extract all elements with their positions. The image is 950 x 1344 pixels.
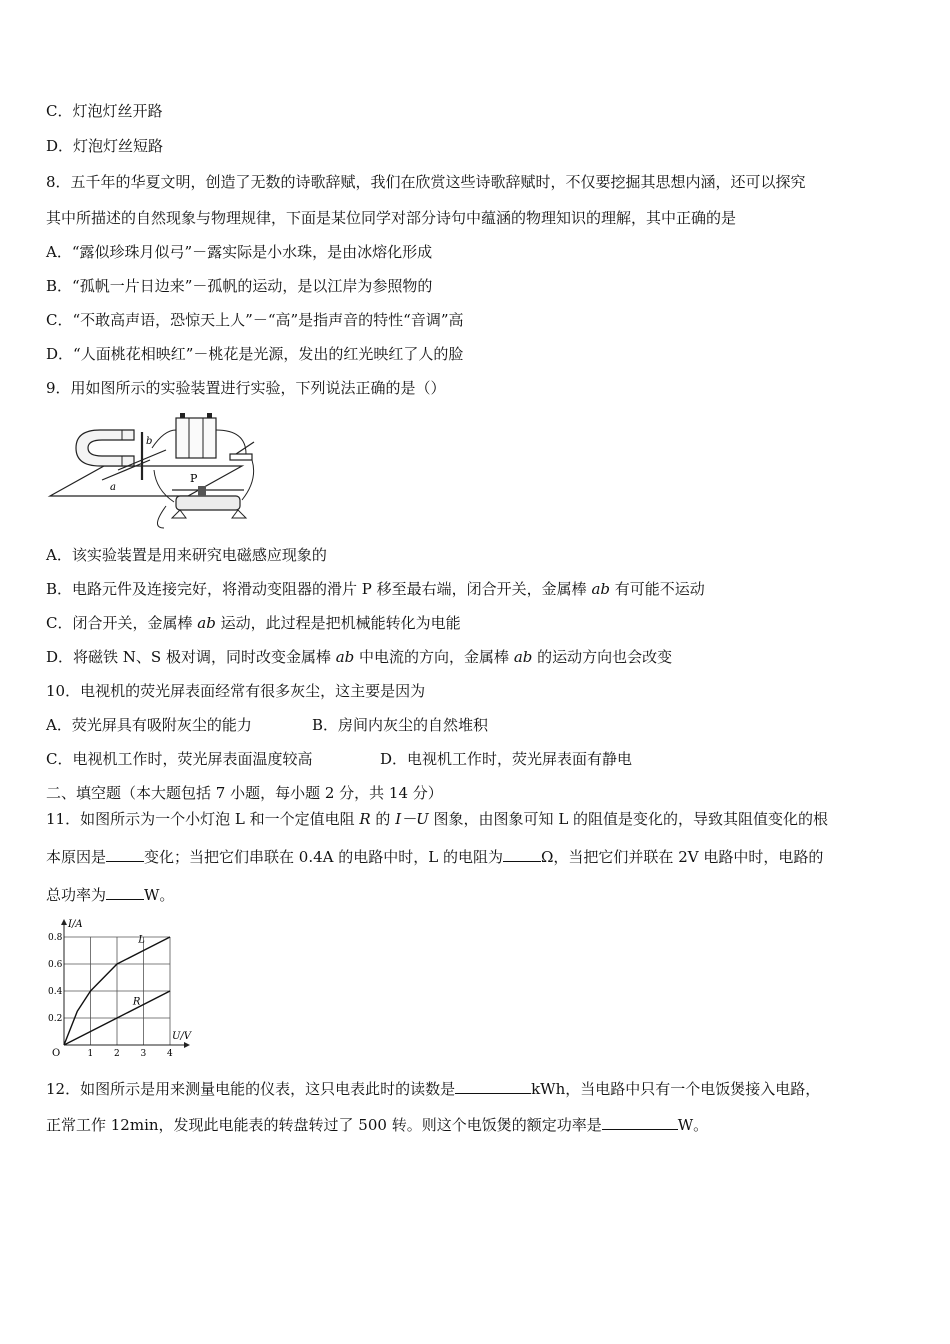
y-tick-label: 0.6 bbox=[48, 960, 63, 970]
switch bbox=[230, 454, 252, 460]
x-tick-label: 1 bbox=[87, 1049, 94, 1059]
q8-option-c: C．“不敢高声语，恐惊天上人”－“高”是指声音的特性“音调”高 bbox=[46, 311, 464, 329]
q11-blank-1[interactable] bbox=[106, 847, 144, 862]
x-axis-label: U/V bbox=[172, 1031, 192, 1042]
q8-stem-line1: 8．五千年的华夏文明，创造了无数的诗歌辞赋，我们在欣赏这些诗歌辞赋时，不仅要挖掘其思想内涵，还可以探究 bbox=[46, 173, 806, 191]
q8-option-a: A．“露似珍珠月似弓”－露实际是小水珠，是由冰熔化形成 bbox=[46, 243, 433, 261]
label-p: P bbox=[190, 472, 198, 485]
q11-line1: 11．如图所示为一个小灯泡 L 和一个定值电阻 R 的 I－U 图象，由图象可知 L 的阻值是变化的，导致其阻值变化的根 bbox=[46, 810, 829, 828]
q10-option-b: B．房间内灰尘的自然堆积 bbox=[312, 716, 489, 734]
q11-blank-3[interactable] bbox=[106, 885, 144, 900]
x-tick-label: 4 bbox=[167, 1049, 173, 1059]
q12-line2: 正常工作 12min，发现此电能表的转盘转过了 500 转。则这个电饭煲的额定功率是 W。 bbox=[46, 1116, 709, 1134]
q10-option-d: D．电视机工作时，荧光屏表面有静电 bbox=[380, 750, 633, 768]
q7-option-c: C．灯泡灯丝开路 bbox=[46, 102, 163, 120]
q10-option-c: C．电视机工作时，荧光屏表面温度较高 bbox=[46, 750, 313, 768]
origin-label: O bbox=[52, 1048, 61, 1059]
q7-option-d: D．灯泡灯丝短路 bbox=[46, 137, 164, 155]
base-board bbox=[50, 466, 242, 496]
label-a: a bbox=[110, 482, 116, 493]
q12-line1: 12．如图所示是用来测量电能的仪表，这只电表此时的读数是 kWh，当电路中只有一个电饭煲接入电路， bbox=[46, 1080, 821, 1098]
q8-option-d: D．“人面桃花相映红”－桃花是光源，发出的红光映红了人的脸 bbox=[46, 345, 464, 363]
chart-ticks bbox=[48, 933, 173, 1059]
battery bbox=[176, 418, 216, 458]
q8-option-b: B．“孤帆一片日边来”－孤帆的运动，是以江岸为参照物的 bbox=[46, 277, 433, 295]
x-axis-arrow bbox=[184, 1042, 190, 1048]
q9-option-b: B．电路元件及连接完好，将滑动变阻器的滑片 P 移至最右端，闭合开关，金属棒 ab 有可能不运动 bbox=[46, 580, 705, 598]
q8-stem-line2: 其中所描述的自然现象与物理规律，下面是某位同学对部分诗句中蕴涵的物理知识的理解，其中正确的是 bbox=[46, 209, 737, 227]
y-tick-label: 0.4 bbox=[48, 987, 63, 997]
section-2-heading: 二、填空题（本大题包括 7 小题，每小题 2 分，共 14 分） bbox=[46, 784, 443, 802]
x-tick-label: 3 bbox=[140, 1049, 147, 1059]
q10-option-a: A．荧光屏具有吸附灰尘的能力 bbox=[46, 716, 252, 734]
q12-blank-2[interactable] bbox=[602, 1115, 678, 1130]
u-magnet bbox=[76, 430, 134, 466]
q11-blank-2[interactable] bbox=[503, 847, 541, 862]
q9-option-c: C．闭合开关，金属棒 ab 运动，此过程是把机械能转化为电能 bbox=[46, 614, 461, 632]
q12-blank-1[interactable] bbox=[455, 1079, 531, 1094]
q11-line3: 总功率为 W。 bbox=[46, 886, 175, 904]
q9-apparatus-figure bbox=[46, 410, 271, 532]
chart-grid bbox=[64, 937, 170, 1045]
q9-option-d: D．将磁铁 N、S 极对调，同时改变金属棒 ab 中电流的方向，金属棒 ab 的运动方向也会改变 bbox=[46, 648, 673, 666]
y-tick-label: 0.8 bbox=[48, 933, 63, 943]
label-b: b bbox=[146, 436, 153, 447]
q9-stem: 9．用如图所示的实验装置进行实验，下列说法正确的是（） bbox=[46, 379, 446, 397]
y-tick-label: 0.2 bbox=[48, 1014, 63, 1024]
q9-option-a: A．该实验装置是用来研究电磁感应现象的 bbox=[46, 546, 327, 564]
q10-stem: 10．电视机的荧光屏表面经常有很多灰尘，这主要是因为 bbox=[46, 682, 426, 700]
q11-line2: 本原因是 变化；当把它们串联在 0.4A 的电路中时，L 的电阻为 Ω，当把它们并联在 2V 电路中时，电路的 bbox=[46, 848, 824, 866]
iu-chart bbox=[44, 915, 196, 1060]
series-label-L: L bbox=[138, 934, 145, 946]
x-tick-label: 2 bbox=[114, 1049, 120, 1059]
y-axis-label: I/A bbox=[68, 919, 83, 930]
y-axis-arrow bbox=[61, 919, 67, 925]
series-label-R: R bbox=[132, 996, 141, 1008]
rheostat bbox=[176, 496, 240, 510]
